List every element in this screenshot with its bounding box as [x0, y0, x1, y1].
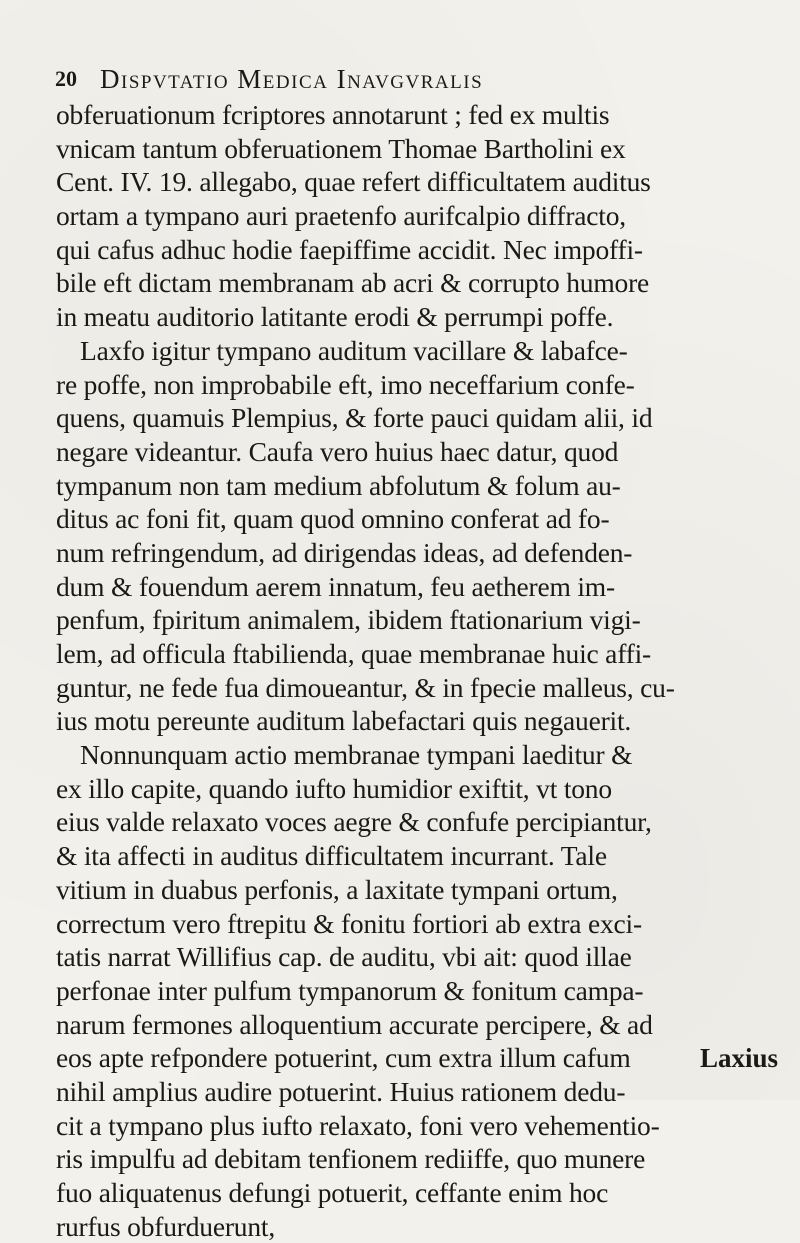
text-line: bile eft dictam membranam ab acri & corrupto humore — [56, 267, 650, 299]
text-line: ditus ac foni fit, quam quod omnino conferat ad fo- — [56, 503, 610, 535]
text-line: guntur, ne fede fua dimoueantur, & in fpecie malleus, cu- — [56, 671, 675, 703]
catchword: Laxius — [700, 1043, 779, 1073]
text-line: qui cafus adhuc hodie faepiffime accidit. Nec impoffi- — [56, 233, 643, 265]
text-line: correctum vero ftrepitu & fonitu fortiori ab extra exci- — [56, 907, 642, 939]
text-line: nihil amplius audire potuerint. Huius rationem dedu- — [56, 1075, 626, 1107]
text-line: eos apte refpondere potuerint, cum extra illum cafum — [56, 1042, 631, 1074]
text-line: rurfus obfurduerunt, — [56, 1210, 275, 1242]
text-line: eius valde relaxato voces aegre & confufe percipiantur, — [56, 806, 652, 838]
text-line: Cent. IV. 19. allegabo, quae refert difficultatem auditus — [56, 166, 651, 198]
text-line: lem, ad officula ftabilienda, quae membranae huic affi- — [56, 638, 652, 669]
text-line: dum & fouendum aerem innatum, feu aetherem im- — [56, 570, 615, 602]
text-line: negare videantur. Caufa vero huius haec datur, quod — [56, 435, 619, 467]
text-line: vitium in duabus perfonis, a laxitate tympani ortum, — [56, 873, 618, 905]
text-line: in meatu auditorio latitante erodi & perrumpi poffe. — [56, 301, 614, 333]
text-line: vnicam tantum obferuationem Thomae Bartholini ex — [56, 132, 626, 164]
text-line: & ita affecti in auditus difficultatem incurrant. Tale — [56, 840, 607, 872]
paragraph-start-line: Laxfo igitur tympano auditum vacillare & labafce- — [80, 334, 628, 366]
text-line: ex illo capite, quando iufto humidior exiftit, vt tono — [56, 772, 612, 804]
text-line: narum fermones alloquentium accurate percipere, & ad — [56, 1008, 653, 1040]
text-line: ius motu pereunte auditum labefactari quis negauerit. — [56, 705, 632, 737]
text-line: perfonae inter pulfum tympanorum & fonitum campa- — [56, 974, 644, 1006]
text-line: tympanum non tam medium abfolutum & folum au- — [56, 469, 621, 501]
text-line: ortam a tympano auri praetenfo aurifcalpio diffracto, — [56, 200, 626, 232]
paragraph-start-line: Nonnunquam actio membranae tympani laeditur & — [80, 739, 633, 771]
text-line: re poffe, non improbabile eft, imo neceffarium confe- — [56, 368, 635, 400]
running-head: Dispvtatio Medica Inavgvralis — [100, 64, 484, 94]
text-line: num refringendum, ad dirigendas ideas, ad defenden- — [56, 536, 633, 568]
text-line: quens, quamuis Plempius, & forte pauci quidam alii, id — [56, 402, 653, 434]
text-line: ris impulfu ad debitam tenfionem rediiffe, quo munere — [56, 1143, 646, 1175]
body-text — [56, 98, 756, 1243]
text-line: obferuationum fcriptores annotarunt ; fed ex multis — [56, 99, 610, 130]
text-line: tatis narrat Willifius cap. de auditu, vbi ait: quod illae — [56, 941, 632, 973]
page-number: 20 — [55, 66, 77, 91]
text-line: cit a tympano plus iufto relaxato, foni vero vehementio- — [56, 1109, 660, 1141]
text-line: fuo aliquatenus defungi potuerit, ceffante enim hoc — [56, 1177, 609, 1208]
page-header — [55, 64, 715, 94]
text-line: penfum, fpiritum animalem, ibidem ftationarium vigi- — [56, 604, 641, 636]
